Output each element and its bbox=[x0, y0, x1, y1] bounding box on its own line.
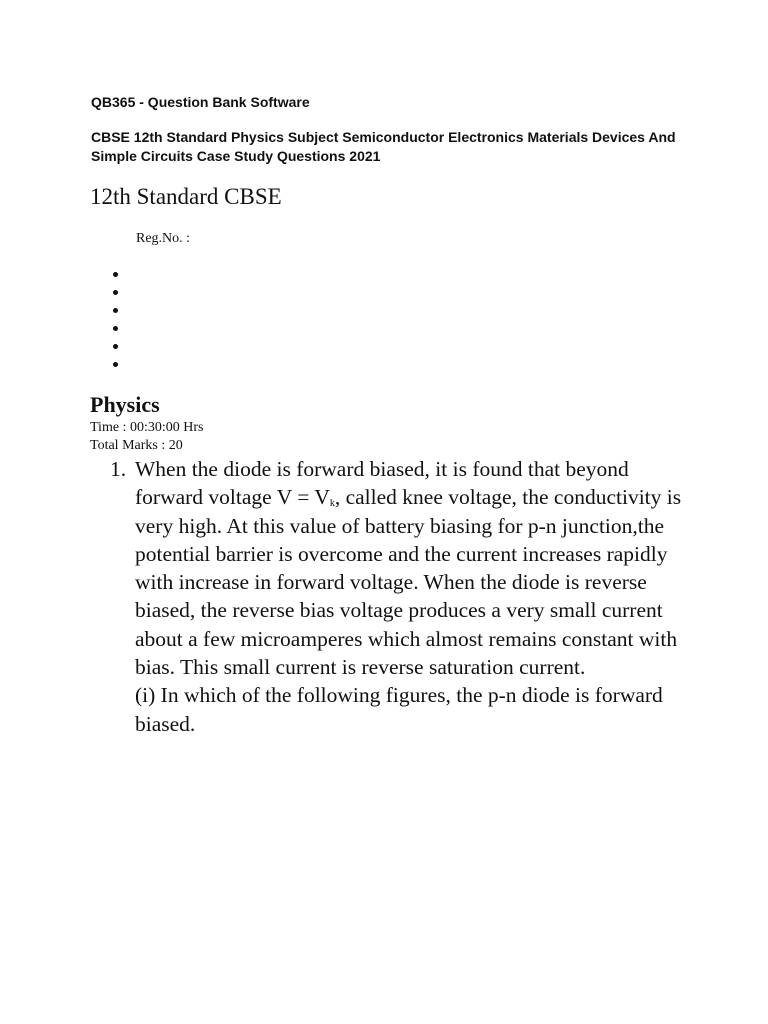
reg-no-list bbox=[110, 265, 130, 373]
brand-title: QB365 - Question Bank Software bbox=[91, 94, 310, 110]
reg-no-item bbox=[110, 355, 130, 373]
reg-no-item bbox=[110, 283, 130, 301]
reg-no-item bbox=[110, 337, 130, 355]
subject-heading: Physics bbox=[90, 392, 160, 417]
reg-no-item bbox=[110, 265, 130, 283]
question-1 bbox=[110, 455, 690, 738]
standard-heading: 12th Standard CBSE bbox=[90, 184, 282, 209]
exam-time: Time : 00:30:00 Hrs bbox=[90, 420, 204, 435]
reg-no-item bbox=[110, 301, 130, 319]
question-number: 1. bbox=[110, 457, 127, 481]
reg-no-label: Reg.No. : bbox=[136, 231, 191, 246]
total-marks: Total Marks : 20 bbox=[90, 438, 183, 453]
knee-voltage-subscript: k bbox=[329, 498, 335, 510]
question-body bbox=[135, 455, 690, 738]
document-title: CBSE 12th Standard Physics Subject Semiconductor Electronics Materials Devices And Simple Circuits Case Study Questions 2021 bbox=[91, 129, 676, 164]
question-text-end: , called knee voltage, the conductivity is very high. At this value of battery biasing for p-n junction,the potential barrier is overcome and the current increases rapidly with increase in forward voltage. When the diode is reverse biased, the reverse bias voltage produces a very small current about a few microamperes which almost remains constant with bias. This small current is reverse saturation current. bbox=[135, 485, 682, 680]
question-text-start: When the diode is forward biased, it is found that beyond forward voltage V = V bbox=[135, 457, 629, 510]
sub-question-1: (i) In which of the following figures, the p-n diode is forward biased. bbox=[135, 683, 663, 736]
reg-no-item bbox=[110, 319, 130, 337]
